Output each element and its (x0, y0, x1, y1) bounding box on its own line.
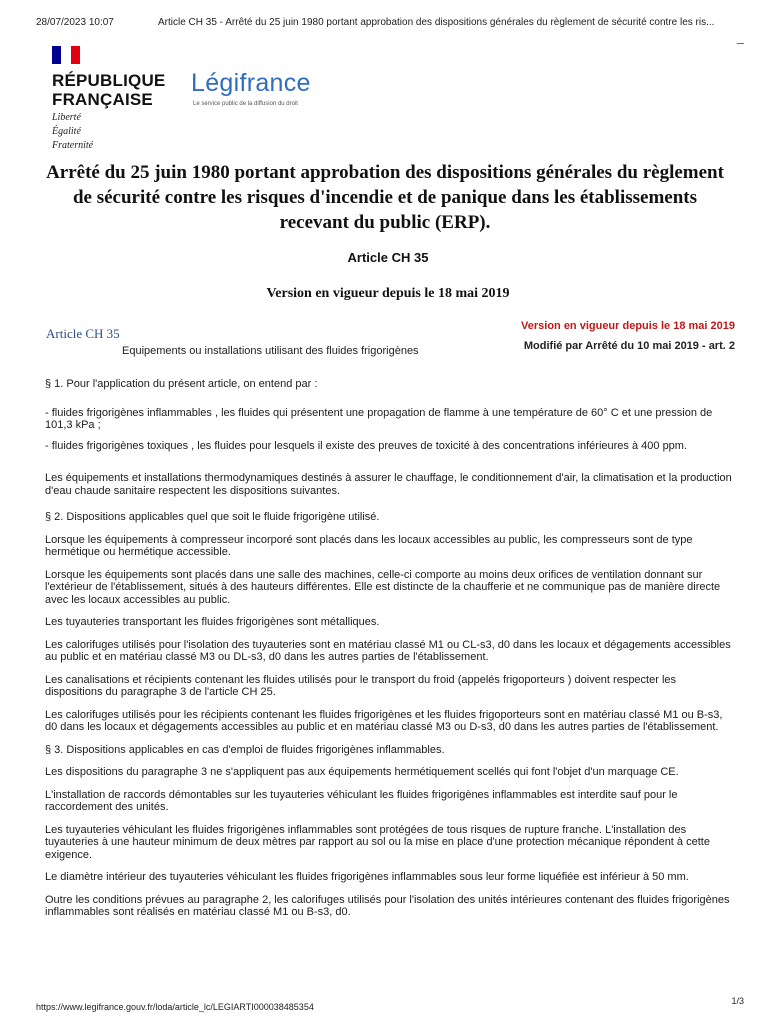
paragraph: Les dispositions du paragraphe 3 ne s'appliquent pas aux équipements hermétiquement scellés qui font l'objet d'un marquage CE. (45, 766, 679, 778)
paragraph: Les tuyauteries véhiculant les fluides frigorigènes inflammables sont protégées de tous risques de rupture franche. L'installation des tuyauteries à une hauteur minimum de deux mètres par rapport au sol ou la mise en place d'une protection mécanique répondent à cette exigence. (45, 823, 710, 861)
paragraph: Les tuyauteries transportant les fluides frigorigènes sont métalliques. (45, 616, 380, 628)
paragraph: § 3. Dispositions applicables en cas d'emploi de fluides frigorigènes inflammables. (45, 743, 445, 756)
article-body (45, 378, 735, 919)
rf-name-line1: RÉPUBLIQUE (52, 71, 166, 90)
flag-blue (52, 46, 61, 64)
paragraph: L'installation de raccords démontables sur les tuyauteries véhiculant les fluides frigorigènes inflammables est interdite sauf pour le raccordement des unités. (45, 788, 678, 813)
marianne-flag-icon (52, 46, 80, 64)
legifrance-logo[interactable]: Légifrance (191, 69, 311, 97)
paragraph: Lorsque les équipements sont placés dans une salle des machines, celle-ci comporte au moins deux orifices de ventilation donnant sur l'extérieur de l'établissement, situés à des hauteurs différentes. Elle est distincte de la chaufferie et ne communique pas de manière directe avec les locaux accessibles au public. (45, 568, 721, 606)
paragraph: § 2. Dispositions applicables quel que soit le fluide frigorigène utilisé. (45, 511, 380, 523)
article-modified-by[interactable]: Modifié par Arrêté du 10 mai 2019 - art. 2 (523, 340, 735, 352)
paragraph: Lorsque les équipements à compresseur incorporé sont placés dans les locaux accessibles au public, les compresseurs sont de type hermétique ou hermétique accessible. (45, 533, 693, 558)
motto-fraternite: Fraternité (52, 140, 94, 151)
print-page-title: Article CH 35 - Arrêté du 25 juin 1980 portant approbation des dispositions générales du règlement de sécurité contre les ris... (158, 17, 715, 28)
legifrance-tagline: Le service public de la diffusion du droit (193, 101, 298, 107)
article-label: Article CH 35 (46, 326, 120, 341)
motto-liberte: Liberté (52, 112, 81, 123)
article-version: Version en vigueur depuis le 18 mai 2019 (521, 320, 735, 332)
flag-white (61, 46, 70, 64)
flag-red (71, 46, 80, 64)
paragraph: Le diamètre intérieur des tuyauteries véhiculant les fluides frigorigènes inflammables sous leur forme liquéfiée est inférieur à 50 mm. (45, 871, 689, 883)
print-date: 28/07/2023 10:07 (36, 17, 114, 28)
minus-icon: – (736, 35, 744, 50)
republique-francaise-logo (52, 46, 165, 151)
paragraph: Les canalisations et récipients contenant les fluides utilisés pour le transport du froid (appelés frigoporteurs ) doivent respecter les dispositions du paragraphe 3 de l'article CH 25. (45, 673, 677, 698)
article-heading: Article CH 35 (347, 250, 429, 265)
paragraph: Les équipements et installations thermodynamiques destinés à assurer le chauffage, le conditionnement d'air, la climatisation et la production d'eau chaude sanitaire respectent les dispositions suivantes. (45, 472, 732, 497)
paragraph: - fluides frigorigènes toxiques , les fluides pour lesquels il existe des preuves de toxicité à des concentrations inférieures à 400 ppm. (45, 439, 688, 452)
print-url[interactable]: https://www.legifrance.gouv.fr/loda/article_lc/LEGIARTI000038485354 (36, 1002, 314, 1012)
paragraph: § 1. Pour l'application du présent article, on entend par : (45, 378, 318, 390)
paragraph: Les calorifuges utilisés pour l'isolation des tuyauteries sont en matériau classé M1 ou CL-s3, d0 dans les locaux et dégagements accessibles au public et en matériau classé M3 ou DL-s3, d0 dans les autres parties de l'établissement. (45, 638, 731, 663)
rf-name-line2: FRANÇAISE (52, 90, 153, 109)
motto-egalite: Égalité (52, 126, 81, 137)
page-number: 1/3 (731, 996, 744, 1006)
document-title: Arrêté du 25 juin 1980 portant approbation des dispositions générales du règlement de sécurité contre les risques d'incendie et de panique dans les établissements recevant du public (ERP). (46, 162, 724, 233)
paragraph: Outre les conditions prévues au paragraphe 2, les calorifuges utilisés pour l'isolation des unités intérieures contenant des fluides frigorigènes inflammables sont réalisés en matériau classé M1 ou B-s3, d0. (45, 893, 730, 918)
paragraph: Les calorifuges utilisés pour les récipients contenant les fluides frigorigènes et les fluides frigoporteurs sont en matériau classé M1 ou B-s3, d0 dans les locaux et dégagements accessibles au public et en matériau classé M3 ou D-s3, d0 dans les autres parties de l'établissement. (45, 708, 723, 733)
version-heading: Version en vigueur depuis le 18 mai 2019 (266, 286, 510, 301)
paragraph: - fluides frigorigènes inflammables , les fluides qui présentent une propagation de flamme à une température de 60° C et une pression de 101,3 kPa ; (45, 406, 713, 431)
article-subtitle: Equipements ou installations utilisant des fluides frigorigènes (122, 345, 419, 357)
